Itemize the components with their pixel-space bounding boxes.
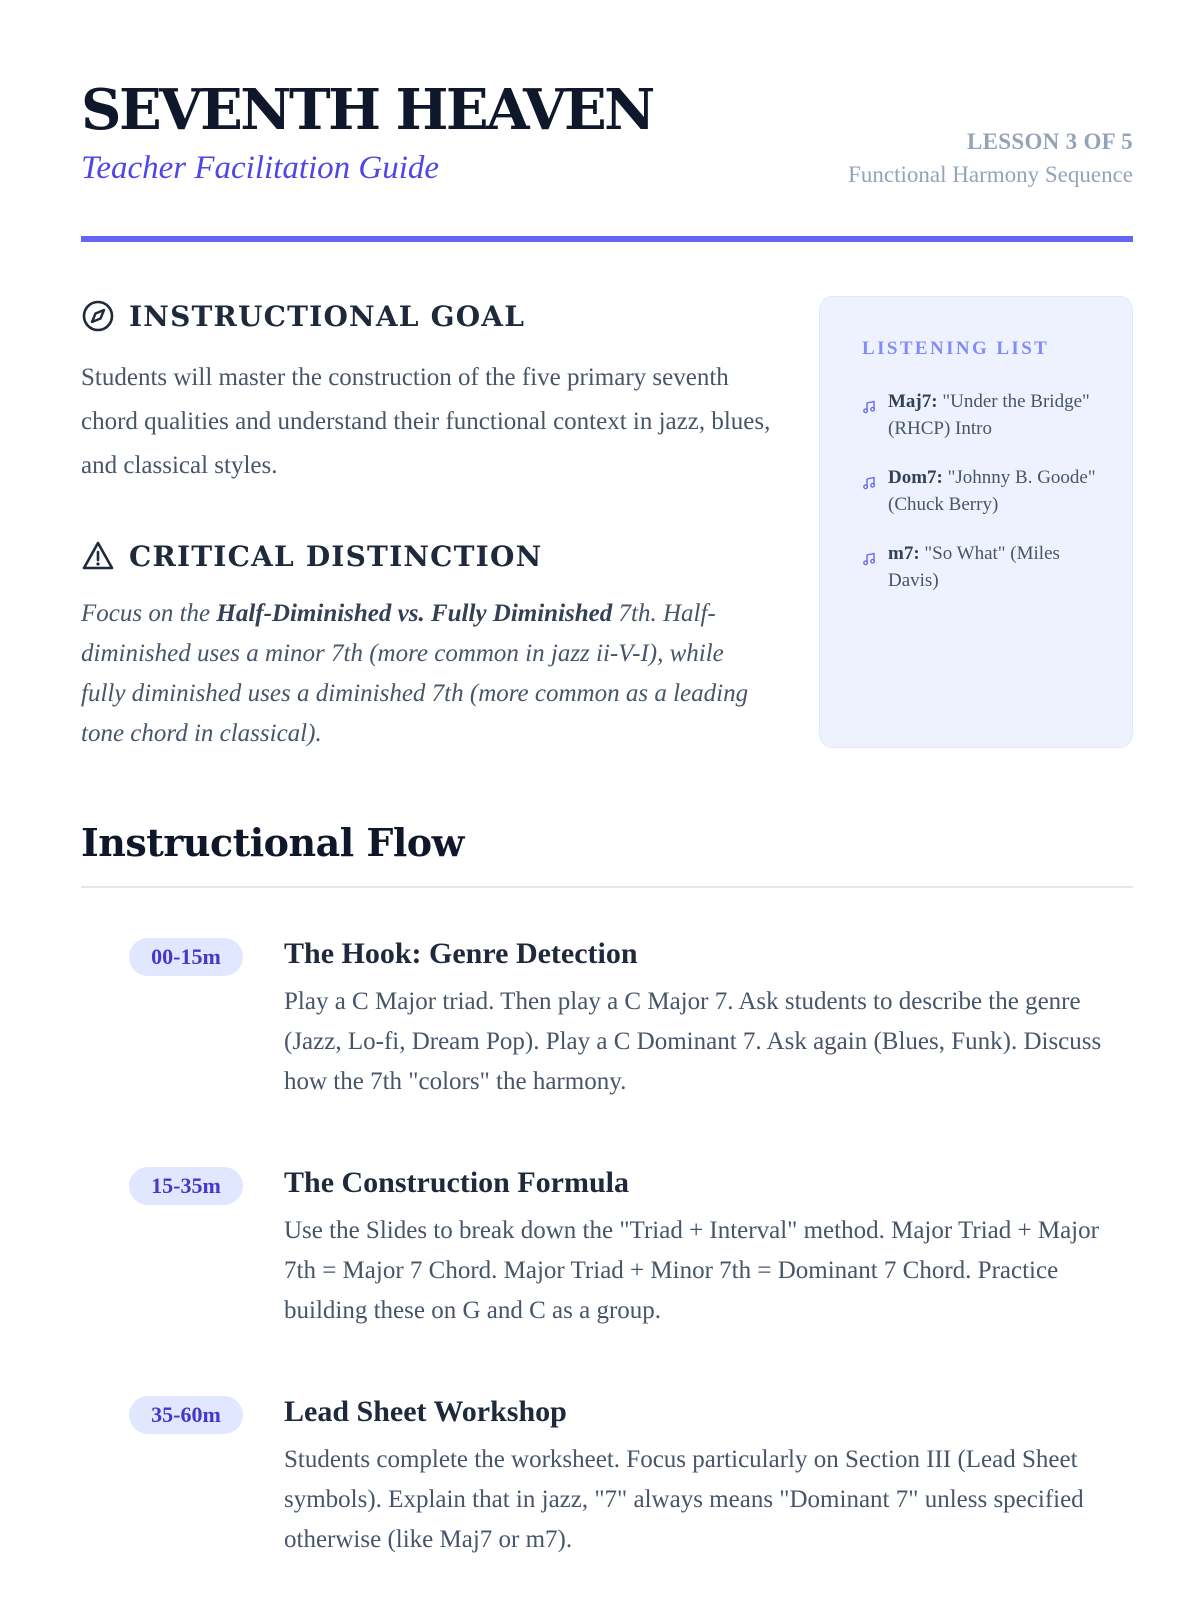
distinction-emphasis: Half-Diminished vs. Fully Diminished bbox=[216, 600, 613, 627]
flow-step-text: Play a C Major triad. Then play a C Major 7. Ask students to describe the genre (Jazz, Lo-fi, Dream Pop). Play a C Dominant 7. Ask again (Blues, Funk). Discuss how the 7th "colors" the harmony. bbox=[284, 988, 1102, 1095]
listening-item-chord: Maj7: bbox=[888, 391, 938, 412]
listening-item-chord: Dom7: bbox=[888, 467, 943, 488]
distinction-rest: 7th. Half-diminished uses a minor 7th (more common in jazz ii-V-I), while fully diminished uses a diminished 7th (more common as a leading tone chord in classical). bbox=[81, 600, 749, 747]
listening-item-text bbox=[888, 540, 1104, 594]
facilitation-guide-page bbox=[81, 0, 1133, 1553]
listening-item-song: "Under the Bridge" (RHCP) Intro bbox=[888, 391, 1090, 439]
instructional-flow-heading: Instructional Flow bbox=[81, 820, 464, 865]
flow-step-text: Students complete the worksheet. Focus particularly on Section III (Lead Sheet symbols). Explain that in jazz, "7" always means "Dominant 7" unless specified otherwise (like Maj7 or m7). bbox=[284, 1446, 1084, 1553]
flow-step-body bbox=[284, 936, 1114, 1102]
time-badge: 15-35m bbox=[129, 1167, 243, 1205]
listening-item-text bbox=[888, 464, 1104, 518]
document-header bbox=[81, 0, 1133, 244]
flow-step-body bbox=[284, 1165, 1114, 1331]
music-note-icon bbox=[862, 547, 876, 561]
header-divider bbox=[81, 236, 1133, 242]
instructional-goal-heading-text: INSTRUCTIONAL GOAL bbox=[129, 299, 526, 333]
overview-main-column bbox=[81, 296, 771, 754]
lesson-meta bbox=[848, 130, 1133, 186]
instructional-goal-text: Students will master the construction of the five primary seventh chord qualities and understand their functional context in jazz, blues, and classical styles. bbox=[81, 364, 771, 479]
critical-distinction-heading bbox=[81, 536, 771, 576]
lesson-sequence: Functional Harmony Sequence bbox=[848, 162, 1133, 187]
list-item bbox=[862, 540, 1104, 594]
listening-item-text bbox=[888, 388, 1104, 442]
flow-step-title: The Construction Formula bbox=[284, 1166, 629, 1199]
listening-item-song: "So What" (Miles Davis) bbox=[888, 543, 1060, 591]
listening-item-song: "Johnny B. Goode" (Chuck Berry) bbox=[888, 467, 1096, 515]
flow-divider bbox=[81, 886, 1133, 888]
lesson-number: LESSON 3 OF 5 bbox=[966, 129, 1133, 154]
listening-item-chord: m7: bbox=[888, 543, 920, 564]
distinction-lead: Focus on the bbox=[81, 600, 217, 627]
flow-step-title: Lead Sheet Workshop bbox=[284, 1395, 567, 1428]
time-badge: 00-15m bbox=[129, 938, 243, 976]
document-title: SEVENTH HEAVEN bbox=[81, 77, 653, 143]
flow-step-text: Use the Slides to break down the "Triad + Interval" method. Major Triad + Major 7th = Major 7 Chord. Major Triad + Minor 7th = Dominant 7 Chord. Practice building these on G and C as a group. bbox=[284, 1217, 1099, 1324]
listening-list-card bbox=[819, 296, 1133, 748]
overview-section bbox=[81, 244, 1133, 764]
document-subtitle: Teacher Facilitation Guide bbox=[81, 150, 440, 186]
time-badge: 35-60m bbox=[129, 1396, 243, 1434]
listening-list bbox=[862, 388, 1104, 594]
flow-step-body bbox=[284, 1394, 1114, 1560]
music-note-icon bbox=[862, 471, 876, 485]
list-item bbox=[862, 388, 1104, 442]
music-note-icon bbox=[862, 395, 876, 409]
listening-list-title: LISTENING LIST bbox=[862, 338, 1050, 359]
compass-icon bbox=[81, 299, 115, 333]
warning-icon bbox=[81, 539, 115, 573]
critical-distinction-text bbox=[81, 594, 771, 754]
flow-step-title: The Hook: Genre Detection bbox=[284, 937, 638, 970]
critical-distinction-block bbox=[81, 536, 771, 754]
list-item bbox=[862, 464, 1104, 518]
instructional-goal-block bbox=[81, 296, 771, 488]
instructional-goal-heading bbox=[81, 296, 771, 336]
critical-distinction-heading-text: CRITICAL DISTINCTION bbox=[129, 539, 543, 573]
